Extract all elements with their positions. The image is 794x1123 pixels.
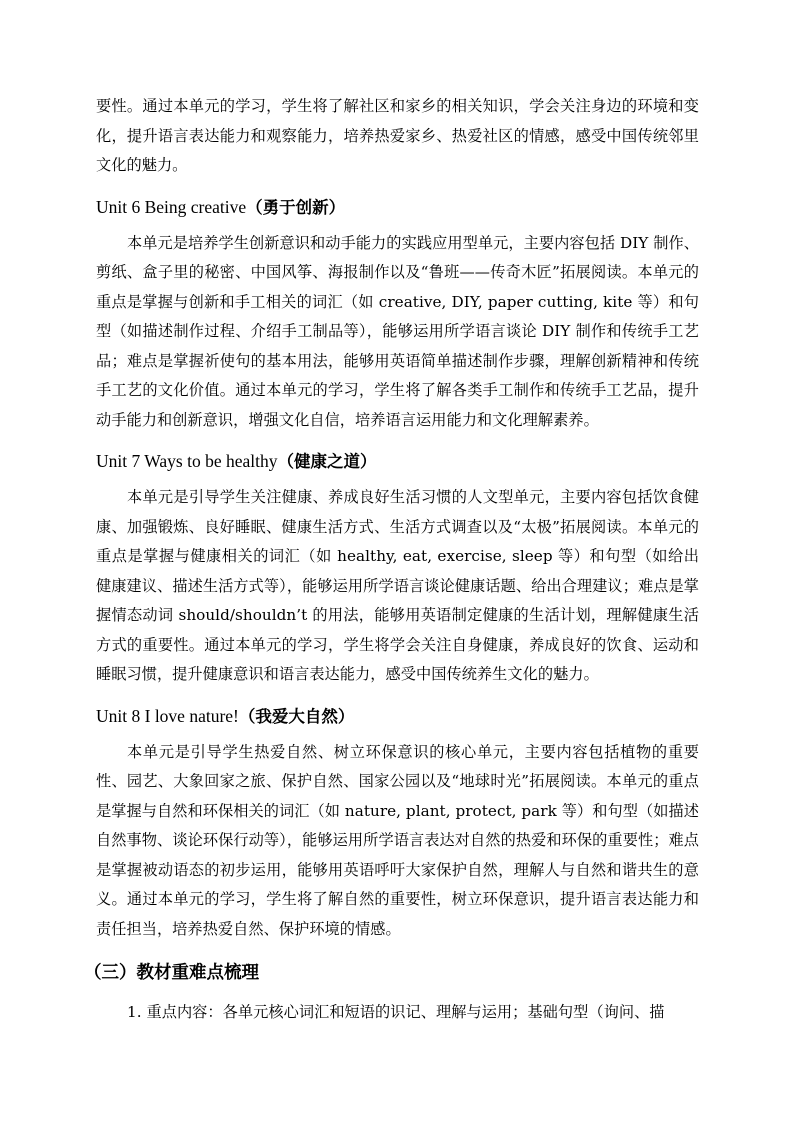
- intro-paragraph: 要性。通过本单元的学习，学生将了解社区和家乡的相关知识，学会关注身边的环境和变化，提升语言表达能力和观察能力，培养热爱家乡、热爱社区的情感，感受中国传统邻里文化的魅力。: [96, 97, 699, 174]
- unit-8-body: 本单元是引导学生热爱自然、树立环保意识的核心单元，主要内容包括植物的重要性、园艺、大象回家之旅、保护自然、国家公园以及“地球时光”拓展阅读。本单元的重点是掌握与自然和环保相关的词汇（如 nature, plant, protect, park 等）和句型（如描述自然事物、谈论环保行动等），能够运用所学语言表达对自然的热爱和环保的重要性；难点是掌握被动语态的初步运用，能够用英语呼吁大家保护自然，理解人与自然和谐共生的意义。通过本单元的学习，学生将了解自然的重要性，树立环保意识，提升语言表达能力和责任担当，培养热爱自然、保护环境的情感。: [96, 742, 699, 938]
- final-paragraph: 1. 重点内容：各单元核心词汇和短语的识记、理解与运用；基础句型（询问、描: [127, 1003, 665, 1021]
- unit-6-title-en: Unit 6 Being creative: [96, 196, 247, 217]
- unit-6-heading: [96, 192, 699, 223]
- unit-7-title-zh: （健康之道）: [277, 452, 377, 471]
- unit-7-heading: [96, 446, 699, 477]
- unit-8-title-en: Unit 8 I love nature!: [96, 705, 239, 726]
- document-content: [84, 92, 699, 1028]
- section-heading: （三）教材重难点梳理: [84, 963, 259, 983]
- unit-6-title-zh: （勇于创新）: [246, 197, 346, 217]
- unit-6-body: 本单元是培养学生创新意识和动手能力的实践应用型单元，主要内容包括 DIY 制作、剪纸、盒子里的秘密、中国风筝、海报制作以及“鲁班——传奇木匠”拓展阅读。本单元的重点是掌握与创新和手工相关的词汇（如 creative, DIY, paper cutting, kite 等）和句型（如描述制作过程、介绍手工制品等），能够运用所学语言谈论 DIY 制作和传统手工艺品；难点是掌握祈使句的基本用法，能够用英语简单描述制作步骤，理解创新精神和传统手工艺的文化价值。通过本单元的学习，学生将了解各类手工制作和传统手工艺品，提升动手能力和创新意识，增强文化自信，培养语言运用能力和文化理解素养。: [96, 233, 699, 429]
- unit-8-title-zh: （我爱大自然）: [238, 706, 355, 726]
- unit-7-body: 本单元是引导学生关注健康、养成良好生活习惯的人文型单元，主要内容包括饮食健康、加强锻炼、良好睡眠、健康生活方式、生活方式调查以及“太极”拓展阅读。本单元的重点是掌握与健康相关的词汇（如 healthy, eat, exercise, sleep 等）和句型（如给出健康建议、描述生活方式等），能够运用所学语言谈论健康话题、给出合理建议；难点是掌握情态动词 should/shouldn’t 的用法，能够用英语制定健康的生活计划，理解健康生活方式的重要性。通过本单元的学习，学生将学会关注自身健康，养成良好的饮食、运动和睡眠习惯，提升健康意识和语言表达能力，感受中国传统养生文化的魅力。: [96, 488, 699, 683]
- unit-7-title-en: Unit 7 Ways to be healthy: [96, 451, 278, 471]
- unit-8-heading: [96, 701, 699, 732]
